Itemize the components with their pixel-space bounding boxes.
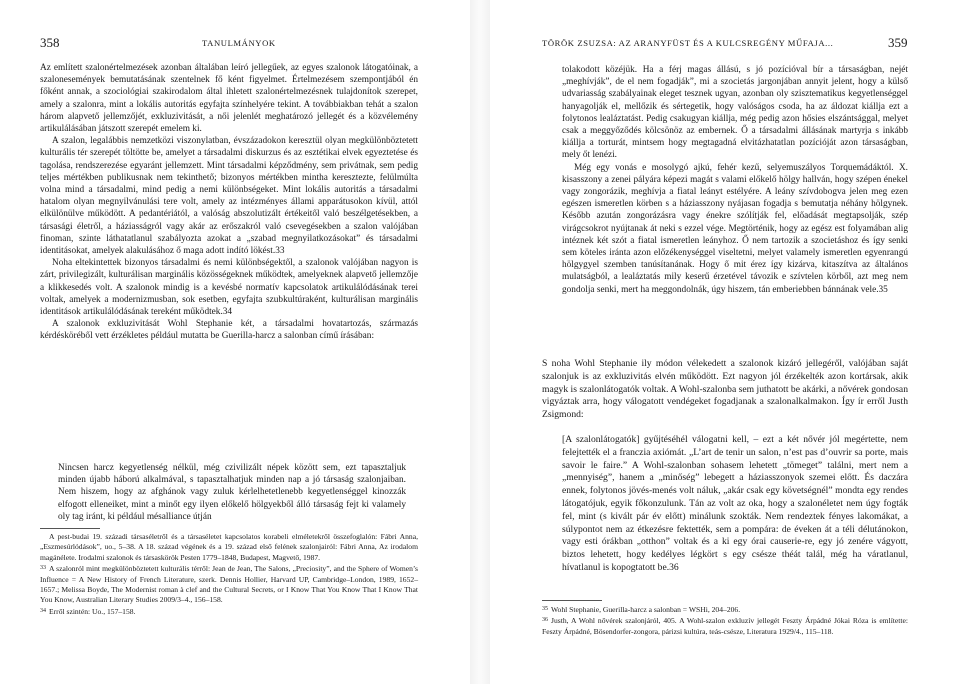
block-quote-text: Nincsen harcz kegyetlenség nélkül, még czivilizált népek között sem, ezt tapasztaljuk minden újabb háború alkalmával, s tapasztalhatjuk minden nap a jó társaság szalonjaiban. Nem hiszem, hogy az afghánok vagy zuluk kérlelhetetlenebb kegyetlenséggel kinozzák elfogott elleneiket, mint a minőt egy ilyen előkelő hölgyekből álló társaság fejt ki valamely oly tag iránt, ki például mésalliance útján	[58, 463, 406, 522]
right-page	[490, 0, 960, 684]
book-gutter	[470, 0, 490, 684]
block-quote-right-top	[562, 64, 908, 296]
paragraph: A szalonok exkluzivitását Wohl Stephanie két, a társadalmi hovatartozás, származás kérdésköréből vett érzékletes például mutatta be Guerilla-harcz a salonban című írásában:	[40, 319, 418, 342]
block-quote-right	[562, 434, 908, 575]
footnote: 35 Wohl Stephanie, Guerilla-harcz a salonban = WSHi, 204–206.	[542, 605, 741, 614]
block-quote-text: [A szalonlátogatók] gyűjtéséhél válogatni kell, – ezt a két nővér jól megértette, nem felejtették el a franczia axiómát. „L’art de tenir un salon, n’est pas d’ouvrir sa porte, mais savoir le faire.” A Wohl-szalonban sohasem lehetett „tömeget” találni, mert nem a „mennyiség”, hanem a „minőség” lebegett a háziasszonyok szemei előtt. És daczára ennek, folytonos jövés-menés volt náluk, „akár csak egy követségnél” mondta egy rendes látogatójuk, egyik főkonzulunk. Tán az volt az oka, hogy a szalonéletet nem úgy fogták fel, mint (s kivált pár év előtt) minálunk szokták. Nem rendeztek fényes lakomákat, a súlypontot nem az étkezésre fektették, sem a pompára: de éveken át a téli délutánokon, vagy esti órákban „otthon” voltak és a ki egy órai causerie-re, egy jó zenére vágyott, biztos lehetett, hogy kedélyes légkört s egy csésze théát talál, még ha váratlanul, hívatlanul is kopogtatott be.36	[562, 434, 908, 573]
quote-paragraph: tolakodott közéjük. Ha a férj magas állású, s jó pozícióval bír a társaságban, nejét „meghívják”, de el nem fogadják”, mi a szocietás jargonjában annyit jelent, hogy a külső udvariasság szabályainak eleget tesznek ugyan, azonban oly szisztematikus kegyetlenséggel hanyagolják el, mellőzik és sértegetik, hogy valóságos csoda, ha az áldozat kiállja ezt a folytonos lealáztatást. Pedig csakugyan kiállja, még pedig azon hősies elszántsággal, melyet csak a meggyőződés kölcsönöz az embernek. Ő a társadalmi állásának martyrja s inkább kiállja a torturát, mintsem hogy megtagadná elvitázhatatlan pozícióját azon társaságban, mely őt lenézi.	[562, 65, 908, 161]
page-number-left: 358	[40, 35, 60, 50]
footnote-rule-left	[40, 528, 100, 529]
paragraph: Noha eltekintettek bizonyos társadalmi és nemi különbségektől, a szalonok valójában nagyon is zárt, privilegizált, kulturálisan marginális közösségeknek működtek, amelyeknek alapvető jellemzője a klikkesedés volt. A szalonok mindig is a kevésbé normatív kapcsolatok artikulálódásának terei voltak, amelyek a modernizmusban, sok esetben, egyfajta szubkultúraként, kulturálisan marginális identitások artikulálódásának tereként működtek.34	[40, 258, 418, 318]
running-head-right: TÖRÖK ZSUZSA: AZ ARANYFÜST ÉS A KULCSREGÉNY MŰFAJA...	[542, 38, 834, 48]
footnote: A pest-budai 19. századi társaséletről és a társaséletet kapcsolatos korabeli elméletekről összefoglalón: Fábri Anna, „Eszmesúrlódások”, uo., 5–38. A 18. század végének és a 19. század első felének szalonjairól: Fábri Anna, Az irodalom magánélete. Irodalmi szalonok és társaskörök Pesten 1779–1848, Budapest, Magvető, 1987.	[40, 532, 418, 562]
paragraph: A szalon, legalábbis nemzetközi viszonylatban, évszázadokon keresztül olyan megkülönböztetett kulturális tér szerepét töltötte be, amelyet a társadalmi diskurzus és az esztétikai elvek egyeztetése és tagolása, rendszerezése egyaránt jellemzett. Mint társadalmi képződmény, sem privátnak, sem pedig teljes mértékben publikusnak nem tekinthető; bizonyos mértékben mintha kereszteztе, felülmúlta volna mind a társadalmi, mind pedig a nemi különbségeket. Mint lokális autoritás a társadalmi hatalom olyan megnyilvánulási tere volt, amely az intézményes állami apparátusokon kívül, attól elkülönülve működött. A pedantériától, a valóság abszolutizált értékeitől való beszélgetésekben, a társasági életről, a háziasságról vagy akár az erőszakról való csevegésekben a szalon valójában finoman, szinte láthatatlanul szabályozta azokat a „szabad megnyilatkozásokat” és társadalmi identitásokat, amelyek alakulásához ő maga adott indító lökést.33	[40, 136, 418, 257]
running-head-left: TANULMÁNYOK	[202, 38, 276, 48]
page-number-right: 359	[888, 35, 908, 50]
paragraph: S noha Wohl Stephanie ily módon vélekedett a szalonok kizáró jellegéről, valójában saját szalonjuk is az exkluzivitás elvén működött. Ezt nagyon jól érzékelték azon kortársak, akik magyk is szalonlátogatók voltak. A Wohl-szalonba sem juthatott be akárki, a nővérek gondosan vigyáztak arra, hogy válogatott vendégeket fogadjanak a szalonalkalmakon. Így ír erről Justh Zsigmond:	[542, 358, 908, 421]
footnote: 36 Justh, A Wohl nővérek szalonjáról, 405. A Wohl-szalon exkluzív jellegét Feszty Árpádné Jókai Róza is említette: Feszty Árpádné, Bösendorfer-zongora, párizsi kultúra, teás-csésze, Literatura 1929/4., 115–118.	[542, 616, 908, 636]
left-page	[0, 0, 470, 684]
right-body	[542, 358, 908, 422]
left-body	[40, 62, 418, 343]
footnote: 34 Erről szintén: Uo., 157–158.	[40, 606, 136, 616]
footnotes-left	[40, 532, 418, 617]
footnote-rule-right	[542, 600, 602, 601]
block-quote-left	[58, 462, 406, 523]
footnotes-right	[542, 604, 908, 637]
paragraph: Az említett szalonértelmezések azonban általában leíró jellegűek, az egyes szalonok látogatóinak, a szalonesemények bemutatásának szentelnek fő ként figyelmet. Értelmezésem szempontjából én főként annak, a szociológiai szakirodalom által ihletett szalonértelmezésnek tulajdonítok szerepet, amely a szalonra, mint a lokális autoritás egyfajta színhelyére tekint. A továbbiakban tehát a szalon három alapvető jellemzőjét, exkluzivitását, a női jelenlét meghatározó jellegét és a közvélemény artikulálásában játszott szerepét emelem ki.	[40, 63, 418, 135]
quote-paragraph: Még egy vonás e mosolygó ajkú, fehér kezű, selyemuszályos Torquemádáktól. X. kisasszony a zenei pályára képezi magát s valami előkelő hölgy hallván, hogy szépen énekel vagy zongorázik, meghívja a fiatal leányt estélyére. A leány szívdobogva jelen meg ezen egészen ismeretlen körben s a háziasszony nyájasan fogadja s bemutatja néhány hölgynek. Később azután zongorázásra vagy énekre szólítják fel, előadását megtapsolják, szép virágcsokrot nyújtanak át neki s ezzel vége. Megtörténik, hogy az egész est folyamában alig intéznek két szót a fiatal ismeretlen leányhoz. Ő nem tartozik a szocietáshoz és így senki sem köteles iránta azon előzékenységgel viseltetni, melyet valamely ismeretlen egyenrangú hölgygyel szemben tanúsítanának. Hogy ő mit érez így kizárva, kitaszítva az általános mulatságból, a lealáztatás mily keserű érzetével távozik e szívtelen körből, azt meg nem gondolja senki, mert ha meggondolnák, úgy hiszem, tán emberiebben bánnának vele.35	[562, 162, 908, 295]
footnote: 33 A szalonról mint megkülönböztetett kulturális térről: Jean de Jean, The Salons, „Preciosity”, and the Sphere of Women’s Influence = A New History of French Literature, szerk. Dennis Hollier, Harvard UP, Cambridge–London, 1989, 1652–1657.; Melissa Boyde, The Modernist roman à clef and the Cultural Secrets, or I Know That You Know That I Know That You Know, Australian Literary Studies 2009/3–4., 156–158.	[40, 564, 418, 605]
